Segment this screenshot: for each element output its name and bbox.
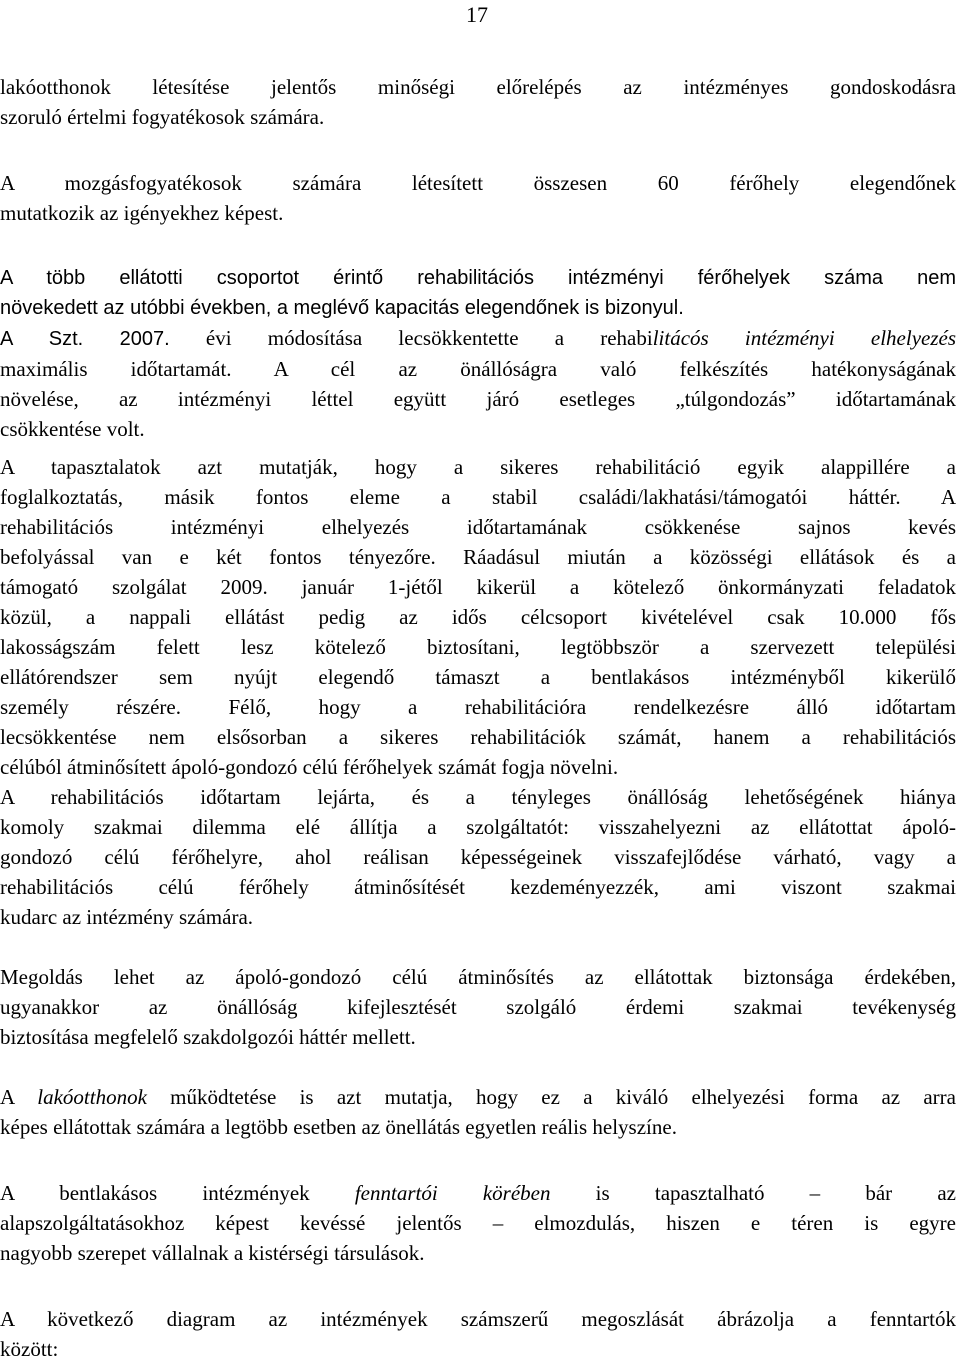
paragraph-3-line-4 (0, 354, 956, 384)
paragraph-3 (0, 263, 956, 444)
paragraph-2-line-2: mutatkozik az igényekhez képest. (0, 201, 284, 225)
paragraph-6-line: ugyanakkor az önállóság kifejlesztését szolgáló érdemi szakmai tevékenység (0, 995, 956, 1019)
paragraph-8-line-1-italic: fenntartói körében (354, 1181, 551, 1205)
paragraph-8-line-2: alapszolgáltatásokhoz képest kevéssé jelentős – elmozdulás, hiszen e téren is egyre (0, 1211, 956, 1235)
paragraph-4-line: lakosságszám felett lesz kötelező biztosítani, legtöbbször a szervezett települési (0, 635, 956, 659)
paragraph-3-line-4-start: maximális időtartamát. (0, 357, 232, 381)
paragraph-3-line-3-italic: litácós intézményi elhelyezés (652, 326, 957, 350)
paragraph-1-line-2: szoruló értelmi fogyatékosok számára. (0, 105, 325, 129)
paragraph-3-line-6: csökkentése volt. (0, 417, 145, 441)
paragraph-3-line-5: növelése, az intézményi léttel együtt járó esetleges „túlgondozás” időtartamának (0, 387, 956, 411)
paragraph-4-line: rehabilitációs intézményi elhelyezés időtartamának csökkenése sajnos kevés (0, 515, 956, 539)
paragraph-7-line-1-end: működtetése is azt mutatja, hogy ez a kiváló elhelyezési forma az arra (146, 1085, 956, 1109)
paragraph-8-line-1 (0, 1178, 956, 1208)
paragraph-3-line-3-start: A Szt. 2007. (0, 328, 170, 350)
paragraph-3-line-4-end: A cél az önállóságra való felkészítés hatékonyságának (231, 357, 957, 381)
paragraph-6 (0, 962, 956, 1052)
paragraph-5 (0, 782, 956, 932)
paragraph-9-line-2: között: (0, 1337, 59, 1361)
paragraph-4-line: ellátórendszer sem nyújt elegendő támaszt a bentlakásos intézményből kikerülő (0, 665, 956, 689)
paragraph-4-line: támogató szolgálat 2009. január 1-jétől kikerül a kötelező önkormányzati feladatok (0, 575, 956, 599)
paragraph-4-line: befolyással van e két fontos tényezőre. Ráadásul miután a közösségi ellátások és a (0, 545, 956, 569)
paragraph-4-line: A tapasztalatok azt mutatják, hogy a sikeres rehabilitáció egyik alappillére a (0, 455, 956, 479)
paragraph-1 (0, 72, 956, 132)
paragraph-1-line-1: lakóotthonok létesítése jelentős minőségi előrelépés az intézményes gondoskodásra (0, 75, 956, 99)
paragraph-7-line-1 (0, 1082, 956, 1112)
paragraph-3-line-3-middle: évi módosítása lecsökkentette a rehabi (169, 326, 653, 350)
paragraph-4-line: foglalkoztatás, másik fontos eleme a stabil családi/lakhatási/támogatói háttér. A (0, 485, 956, 509)
paragraph-9-line-1: A következő diagram az intézmények számszerű megoszlását ábrázolja a fenntartók (0, 1307, 956, 1331)
page-number: 17 (466, 2, 488, 27)
paragraph-8-line-1-start: A bentlakásos intézmények (0, 1181, 355, 1205)
paragraph-5-line: komoly szakmai dilemma elé állítja a szolgáltatót: visszahelyezni az ellátottat ápoló- (0, 815, 956, 839)
paragraph-4-line: személy részére. Félő, hogy a rehabilitációra rendelkezésre álló időtartam (0, 695, 956, 719)
paragraph-2-line-1: A mozgásfogyatékosok számára létesített összesen 60 férőhely elegendőnek (0, 171, 956, 195)
paragraph-5-line: kudarc az intézmény számára. (0, 905, 254, 929)
paragraph-5-line: rehabilitációs célú férőhely átminősítését kezdeményezzék, ami viszont szakmai (0, 875, 956, 899)
paragraph-7-line-1-start: A (0, 1085, 38, 1109)
paragraph-7 (0, 1082, 956, 1142)
paragraph-5-line: gondozó célú férőhelyre, ahol reálisan képességeinek visszafejlődése várható, vagy a (0, 845, 956, 869)
paragraph-4-line: célúból átminősített ápoló-gondozó célú férőhelyek számát fogja növelni. (0, 755, 619, 779)
paragraph-6-line: Megoldás lehet az ápoló-gondozó célú átminősítés az ellátottak biztonsága érdekében, (0, 965, 956, 989)
paragraph-8-line-1-end: is tapasztalható – bár az (550, 1181, 956, 1205)
paragraph-8 (0, 1178, 956, 1268)
paragraph-4-line: lecsökkentése nem elsősorban a sikeres rehabilitációk számát, hanem a rehabilitációs (0, 725, 956, 749)
paragraph-3-line-2: növekedett az utóbbi években, a meglévő kapacitás elegendőnek is bizonyul. (0, 297, 684, 319)
paragraph-9 (0, 1304, 956, 1364)
paragraph-4 (0, 452, 956, 782)
paragraph-7-line-2: képes ellátottak számára a legtöbb esetben az önellátás egyetlen reális helyszíne. (0, 1115, 677, 1139)
paragraph-8-line-3: nagyobb szerepet vállalnak a kistérségi társulások. (0, 1241, 425, 1265)
paragraph-7-line-1-italic: lakóotthonok (37, 1085, 147, 1109)
paragraph-5-line: A rehabilitációs időtartam lejárta, és a tényleges önállóság lehetőségének hiánya (0, 785, 956, 809)
paragraph-4-line: közül, a nappali ellátást pedig az idős célcsoport kivételével csak 10.000 fős (0, 605, 956, 629)
paragraph-2 (0, 168, 956, 228)
paragraph-3-line-3 (0, 323, 956, 354)
paragraph-6-line: biztosítása megfelelő szakdolgozói háttér mellett. (0, 1025, 416, 1049)
paragraph-3-line-1: A több ellátotti csoportot érintő rehabilitációs intézményi férőhelyek száma nem (0, 267, 956, 289)
